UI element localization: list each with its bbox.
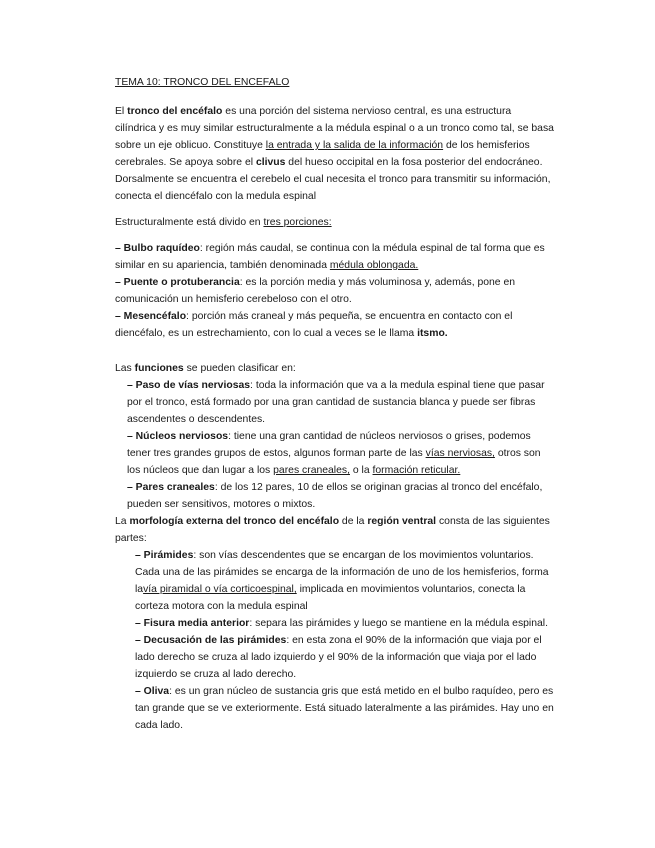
list-item — [115, 479, 555, 513]
text-run: : toda la información que va a la medula espinal tiene que pasar por el tronco, está formado por una gran cantidad de sustancia blanca y puede ser fibras ascendentes o descendentes. — [127, 380, 545, 425]
text-run: : en esta zona el 90% de la información que viaja por el lado derecho se cruza al lado izquierdo y el 90% de la información que viaja por el lado izquierdo se cruza al lado derecho. — [135, 635, 542, 680]
bold-term: Paso de vías nerviosas — [135, 380, 251, 391]
dash-bullet: – — [115, 311, 121, 322]
text-run: otros son los núcleos que dan lugar a los — [127, 448, 541, 476]
dash-bullet: – — [127, 482, 133, 493]
underlined-term: pares craneales, — [273, 465, 350, 476]
list-item — [115, 274, 555, 308]
functions-list — [115, 377, 555, 513]
bold-term: Pirámides — [143, 550, 194, 561]
text-run: de la — [339, 516, 368, 527]
underlined-term: vía piramidal o vía corticoespinal, — [143, 584, 297, 595]
text-run: Las — [115, 363, 135, 374]
text-run: : separa las pirámides y luego se mantiene en la médula espinal. — [249, 618, 548, 629]
dash-bullet: – — [115, 243, 121, 254]
bold-term: Decusación de las pirámides — [143, 635, 287, 646]
text-run: : de los 12 pares, 10 de ellos se originan gracias al tronco del encéfalo, pueden ser sensitivos, motores o mixtos. — [127, 482, 543, 510]
text-run: : región más caudal, se continua con la médula espinal de tal forma que es similar en su apariencia, también denominada — [115, 243, 545, 271]
bold-term: clivus — [255, 157, 286, 168]
portions-list — [115, 240, 555, 342]
text-run: El — [115, 106, 128, 117]
morphology-list — [115, 547, 555, 734]
text-run: Estructuralmente está divido en — [115, 217, 264, 228]
dash-bullet: – — [135, 550, 141, 561]
dash-bullet: – — [115, 277, 121, 288]
underlined-term: médula oblongada. — [329, 260, 419, 271]
dash-bullet: – — [135, 686, 141, 697]
bold-term: Fisura media anterior — [143, 618, 250, 629]
list-item — [115, 615, 555, 632]
morphology-intro — [115, 513, 555, 547]
text-run: del hueso occipital en la fosa posterior del endocráneo. Dorsalmente se encuentra el cerebelo el cual necesita el tronco para transmitir su información, conecta el diencéfalo con la medula espinal — [115, 157, 551, 202]
text-run: : tiene una gran cantidad de núcleos nerviosos o grises, podemos tener tres grandes grupos de estos, algunos forman parte de las — [127, 431, 531, 459]
bold-term: tronco del encéfalo — [127, 106, 223, 117]
underlined-term: formación reticular. — [372, 465, 461, 476]
functions-intro — [115, 360, 555, 377]
bold-term: itsmo. — [417, 328, 448, 339]
bold-term: morfología externa del tronco del encéfalo — [129, 516, 340, 527]
text-run: es una porción del sistema nervioso central, es una estructura cilíndrica y es muy similar estructuralmente a la médula espinal o a un tronco como tal, se basa sobre un eje oblicuo. Constituye — [115, 106, 554, 151]
text-run: de los hemisferios cerebrales. Se apoya sobre el — [115, 140, 530, 168]
bold-term: funciones — [134, 363, 184, 374]
bold-term: Pares craneales — [135, 482, 215, 493]
bold-term: Bulbo raquídeo — [123, 243, 200, 254]
text-run: : es un gran núcleo de sustancia gris que está metido en el bulbo raquídeo, pero es tan grande que se ve exteriormente. Está situado lateralmente a las pirámides. Hay uno en cada lado. — [135, 686, 554, 731]
text-run: : son vías descendentes que se encargan de los movimientos voluntarios. Cada una de las pirámides se encarga de la información de uno de los hemisferios, forma la — [135, 550, 549, 595]
structure-paragraph — [115, 214, 555, 231]
bold-term: Oliva — [143, 686, 170, 697]
text-run: : es la porción media y más voluminosa y, además, pone en comunicación un hemisferio cerebeloso con el otro. — [115, 277, 516, 305]
list-item — [115, 240, 555, 274]
text-run: : porción más craneal y más pequeña, se encuentra en contacto con el diencéfalo, es un estrechamiento, con lo cual a veces se le llama — [115, 311, 513, 339]
dash-bullet: – — [127, 431, 133, 442]
list-item — [115, 632, 555, 683]
dash-bullet: – — [135, 635, 141, 646]
text-run: consta de las siguientes partes: — [115, 516, 550, 544]
dash-bullet: – — [135, 618, 141, 629]
bold-term: Mesencéfalo — [123, 311, 187, 322]
list-item — [115, 547, 555, 615]
bold-term: región ventral — [367, 516, 437, 527]
text-run: o la — [349, 465, 373, 476]
intro-paragraph — [115, 103, 555, 205]
text-run: se pueden clasificar en: — [183, 363, 296, 374]
text-run: La — [115, 516, 130, 527]
text-run: implicada en movimientos voluntarios, conecta la corteza motora con la medula espinal — [135, 584, 526, 612]
document-title: TEMA 10: TRONCO DEL ENCEFALO — [115, 77, 290, 88]
dash-bullet: – — [127, 380, 133, 391]
list-item — [115, 683, 555, 734]
document-page — [115, 74, 555, 734]
list-item — [115, 377, 555, 428]
list-item — [115, 428, 555, 479]
list-item — [115, 308, 555, 342]
bold-term: Núcleos nerviosos — [135, 431, 229, 442]
underlined-term: la entrada y la salida de la información — [265, 140, 444, 151]
underlined-term: vías nerviosas, — [425, 448, 495, 459]
underlined-term: tres porciones: — [263, 217, 332, 228]
spacer — [115, 342, 555, 360]
bold-term: Puente o protuberancia — [123, 277, 240, 288]
